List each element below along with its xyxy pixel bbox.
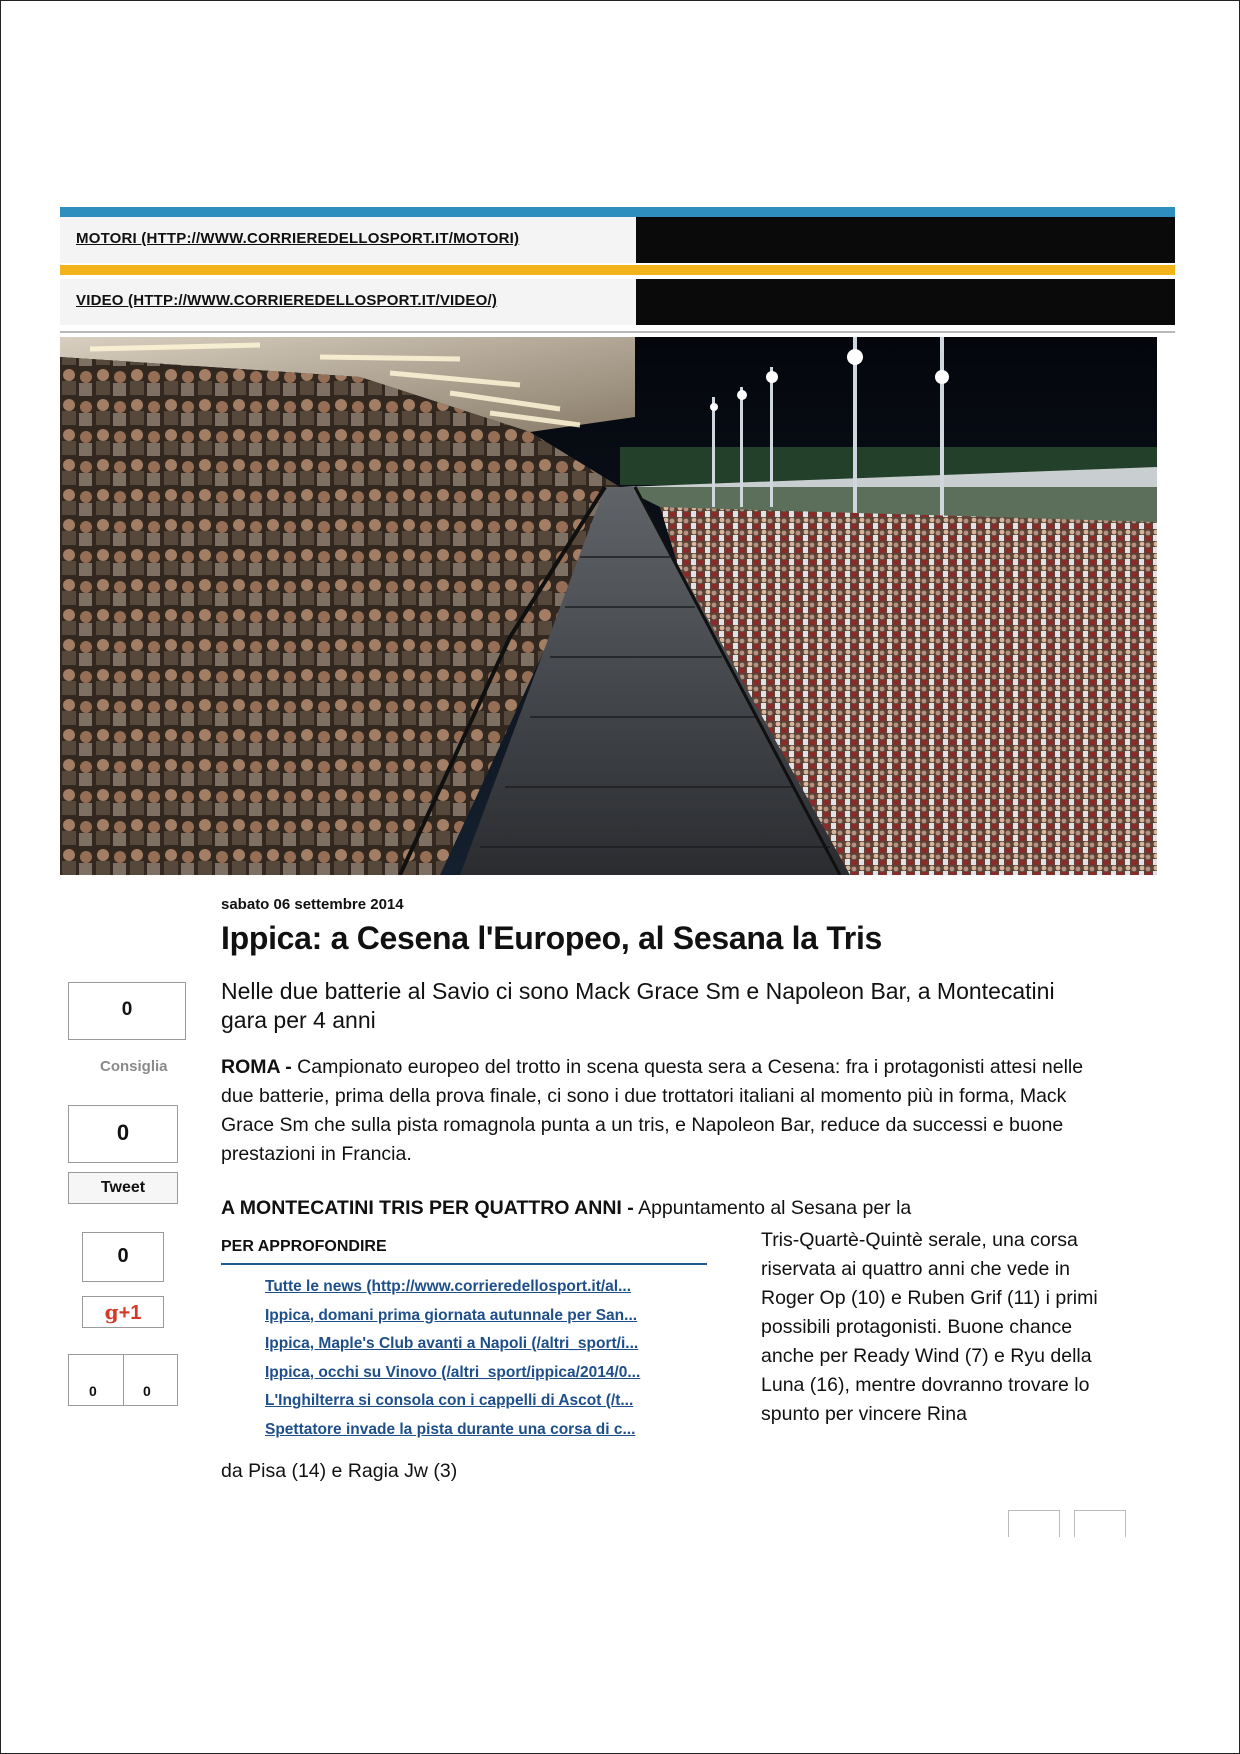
gplus-icon: g xyxy=(104,1300,119,1324)
related-item xyxy=(265,1387,695,1416)
share-count-pair xyxy=(68,1354,178,1406)
gplus-label: +1 xyxy=(118,1302,142,1324)
related-item xyxy=(265,1273,695,1302)
nav-link-video[interactable]: VIDEO (HTTP://WWW.CORRIEREDELLOSPORT.IT/VIDEO/) xyxy=(76,292,498,309)
section-paragraph-column: Tris-Quartè-Quintè serale, una corsa riservata ai quattro anni che vede in Roger Op (10) e Ruben Grif (11) i primi possibili protagonisti. Buone chance anche per Ready Wind (7) e Ryu della Luna (16), mentre dovranno trovare lo spunto per vincere Rina xyxy=(761,1229,1098,1425)
related-box xyxy=(221,1238,707,1444)
related-list xyxy=(221,1273,707,1444)
related-link[interactable]: Ippica, Maple's Club avanti a Napoli (/altri_sport/i... xyxy=(265,1335,639,1352)
related-link[interactable]: Ippica, domani prima giornata autunnale per San... xyxy=(265,1306,638,1324)
twitter-count: 0 xyxy=(116,1120,130,1145)
related-item xyxy=(265,1416,695,1445)
top-navigation xyxy=(60,207,1175,337)
related-item xyxy=(265,1302,695,1331)
facebook-count-box xyxy=(68,982,186,1040)
nav-rule-gold xyxy=(60,265,1175,275)
section-paragraph-tail: da Pisa (14) e Ragia Jw (3) xyxy=(221,1460,458,1482)
gplus-count: 0 xyxy=(117,1245,129,1267)
article-headline: Ippica: a Cesena l'Europeo, al Sesana la Tris xyxy=(221,920,883,956)
related-item xyxy=(265,1330,695,1359)
twitter-count-box xyxy=(68,1105,178,1163)
related-link[interactable]: Spettatore invade la pista durante una corsa di c... xyxy=(265,1420,636,1438)
nav-row-2 xyxy=(60,279,1175,325)
facebook-count: 0 xyxy=(121,999,133,1020)
article-lead xyxy=(221,1053,1111,1169)
share-count-left[interactable]: 0 xyxy=(89,1383,97,1399)
lead-place: ROMA - xyxy=(221,1056,292,1078)
nav-dark-overlay xyxy=(636,217,1175,263)
related-link[interactable]: Ippica, occhi su Vinovo (/altri_sport/ippica/2014/0... xyxy=(265,1363,641,1381)
nav-row-1 xyxy=(60,217,1175,263)
lead-text: Campionato europeo del trotto in scena questa sera a Cesena: fra i protagonisti attesi nelle due batterie, prima della prova finale, ci sono i due trottatori italiani al momento più in forma, Mack Grace Sm che sulla pista romagnola punta a un tris, e Napoleon Bar, reduce da successi e buone prestazioni in Francia. xyxy=(221,1056,1084,1165)
article-subtitle: Nelle due batterie al Savio ci sono Mack Grace Sm e Napoleon Bar, a Montecatini gara per 4 anni xyxy=(221,978,1055,1033)
section-text-start: Appuntamento al Sesana per la xyxy=(633,1197,912,1219)
share-count-right[interactable]: 0 xyxy=(143,1383,151,1399)
related-link[interactable]: L'Inghilterra si consola con i cappelli di Ascot (/t... xyxy=(265,1392,634,1409)
share-divider xyxy=(123,1355,124,1405)
pager-stub-right[interactable] xyxy=(1074,1510,1126,1537)
related-item xyxy=(265,1359,695,1388)
related-link[interactable]: Tutte le news (http://www.corrieredellosport.it/al... xyxy=(265,1278,632,1295)
facebook-like-button[interactable]: Consiglia xyxy=(100,1058,168,1075)
nav-link-motori[interactable]: MOTORI (HTTP://WWW.CORRIEREDELLOSPORT.IT/MOTORI) xyxy=(76,230,520,247)
nav-dark-overlay xyxy=(636,279,1175,325)
gplus-count-box xyxy=(82,1232,164,1282)
tweet-button[interactable]: Tweet xyxy=(68,1172,178,1204)
nav-rule-grey xyxy=(60,331,1175,333)
nav-rule-blue xyxy=(60,207,1175,217)
related-title: PER APPROFONDIRE xyxy=(221,1238,707,1265)
section-heading: A MONTECATINI TRIS PER QUATTRO ANNI - xyxy=(221,1197,634,1219)
section-paragraph-start xyxy=(221,1197,1121,1220)
article-date: sabato 06 settembre 2014 xyxy=(221,896,404,913)
pager-stub-left[interactable] xyxy=(1008,1510,1060,1537)
hero-photo xyxy=(60,337,1157,875)
gplus-button[interactable] xyxy=(82,1296,164,1328)
